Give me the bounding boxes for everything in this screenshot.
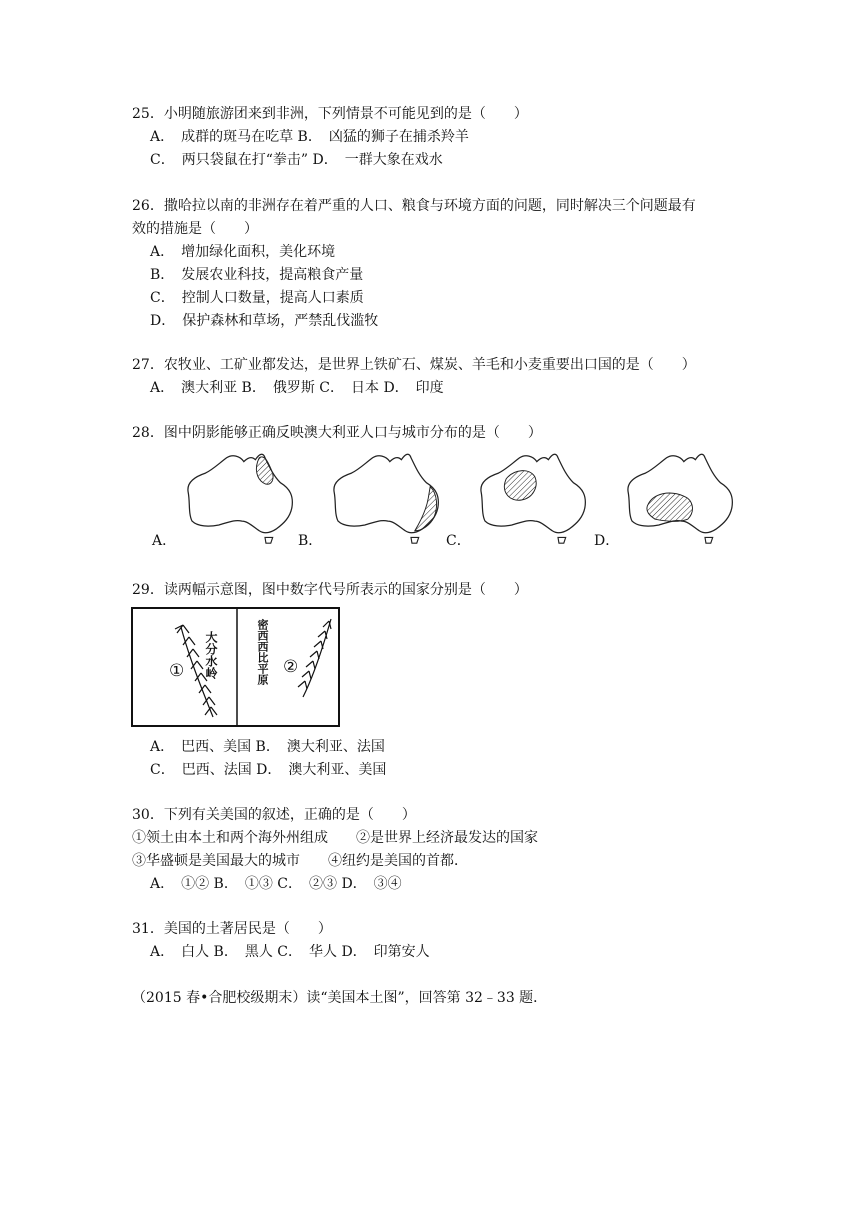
q28-label-b: B． <box>298 533 323 549</box>
australia-map-a <box>182 452 300 548</box>
q29-left-number: ① <box>169 661 185 681</box>
q28-label-c: C． <box>446 533 471 549</box>
q31-stem: 31．美国的土著居民是（ ） <box>132 921 332 937</box>
australia-map-d <box>622 452 740 548</box>
q29-diagram-frame <box>131 607 340 727</box>
q29-stem: 29．读两幅示意图，图中数字代号所表示的国家分别是（ ） <box>132 582 528 598</box>
q29-diagram <box>131 607 340 727</box>
australia-map-c <box>475 452 593 548</box>
q31-options: A． 白人 B． 黑人 C． 华人 D． 印第安人 <box>150 944 430 960</box>
australia-map-b <box>328 452 446 548</box>
q26-option-d: D． 保护森林和草场，严禁乱伐滥牧 <box>150 313 379 329</box>
q30-stem: 30．下列有关美国的叙述，正确的是（ ） <box>132 807 416 823</box>
q26-option-c: C． 控制人口数量，提高人口素质 <box>150 290 364 306</box>
q28-label-d: D． <box>594 533 620 549</box>
q26-stem-line2: 效的措施是（ ） <box>132 221 258 237</box>
q29-right-number: ② <box>283 657 299 677</box>
q30-statements-line1: ①领土由本土和两个海外州组成 ②是世界上经济最发达的国家 <box>132 830 538 846</box>
q29-right-label: 密西西比平原 <box>256 619 269 685</box>
q30-statements-line2: ③华盛顿是美国最大的城市 ④纽约是美国的首都． <box>132 853 468 869</box>
q27-stem: 27．农牧业、工矿业都发达，是世界上铁矿石、煤炭、羊毛和小麦重要出口国的是（ ） <box>132 357 696 373</box>
q25-options-line2: C． 两只袋鼠在打“拳击” D． 一群大象在戏水 <box>150 152 443 168</box>
q29-left-label: 大分水岭 <box>204 631 218 679</box>
q29-options-line1: A． 巴西、美国 B． 澳大利亚、法国 <box>150 739 385 755</box>
q26-option-a: A． 增加绿化面积，美化环境 <box>150 244 336 260</box>
q26-option-b: B． 发展农业科技，提高粮食产量 <box>150 267 364 283</box>
q25-stem: 25．小明随旅游团来到非洲，下列情景不可能见到的是（ ） <box>132 106 528 122</box>
q30-options: A． ①② B． ①③ C． ②③ D． ③④ <box>150 876 402 892</box>
source-note: （2015 春•合肥校级期末）读“美国本土图”，回答第 32﹣33 题． <box>132 990 548 1006</box>
q29-options-line2: C． 巴西、法国 D． 澳大利亚、美国 <box>150 762 387 778</box>
q28-stem: 28．图中阴影能够正确反映澳大利亚人口与城市分布的是（ ） <box>132 425 542 441</box>
q27-options: A． 澳大利亚 B． 俄罗斯 C． 日本 D． 印度 <box>150 380 444 396</box>
q28-label-a: A． <box>152 533 177 549</box>
q26-stem-line1: 26．撒哈拉以南的非洲存在着严重的人口、粮食与环境方面的问题，同时解决三个问题最有 <box>132 198 696 214</box>
q25-options-line1: A． 成群的斑马在吃草 B． 凶猛的狮子在捕杀羚羊 <box>150 129 469 145</box>
